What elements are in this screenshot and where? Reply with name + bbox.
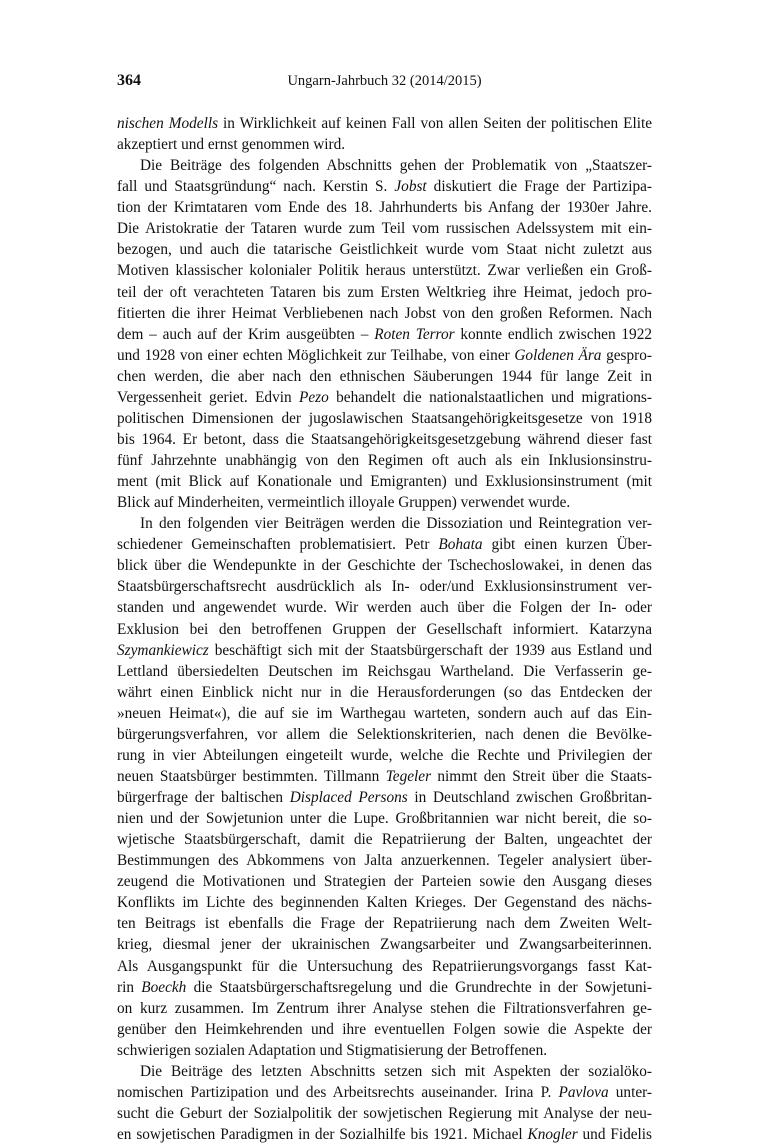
text-line — [117, 282, 652, 303]
text-run: politischen Dimensionen der jugoslawischen Staatsangehörigkeitsgesetze von 1918 — [117, 409, 652, 427]
text-line — [117, 998, 652, 1019]
text-line — [117, 324, 652, 345]
text-line — [117, 534, 652, 555]
text-line — [117, 829, 652, 850]
text-run: Konflikts im Lichte des beginnenden Kalten Krieges. Der Gegenstand des nächs- — [117, 894, 652, 912]
text-run: Motiven klassischer kolonialer Politik heraus unterstützt. Zwar verließen ein Groß- — [117, 262, 652, 280]
text-line — [117, 429, 652, 450]
text-run: »neuen Heimat«), die auf sie im Warthegau warteten, sondern auch auf das Ein- — [117, 704, 652, 722]
text-run: nomischen Partizipation und des Arbeitsrechts auseinander. Irina P. — [117, 1083, 559, 1101]
text-run: Vergessenheit geriet. Edvin — [117, 388, 300, 406]
text-run: nimmt den Streit über die Staats- — [431, 767, 652, 785]
text-run: schwierigen sozialen Adaptation und Stigmatisierung der Betroffenen. — [117, 1041, 548, 1059]
text-line — [117, 155, 652, 176]
text-line — [117, 892, 652, 913]
text-line — [117, 450, 652, 471]
text-line — [117, 640, 652, 661]
text-line — [117, 239, 652, 260]
text-line — [117, 661, 652, 682]
text-run: Die Aristokratie der Tataren wurde zum Teil vom russischen Adelssystem mit ein- — [117, 220, 652, 238]
text-run: gibt einen kurzen Über- — [482, 536, 652, 554]
text-run: sucht die Geburt der Sozialpolitik der sowjetischen Regierung mit Analyse der neu- — [117, 1104, 652, 1122]
text-line — [117, 597, 652, 618]
text-line — [117, 345, 652, 366]
italic-name: Bohata — [438, 536, 483, 554]
text-line — [117, 197, 652, 218]
italic-name: Goldenen Ära — [514, 346, 602, 364]
text-run: on kurz zusammen. Im Zentrum ihrer Analyse stehen die Filtrationsverfahren ge- — [117, 999, 652, 1017]
italic-name: Boeckh — [141, 978, 187, 996]
text-run: standen und angewendet wurde. Wir werden auch über die Folgen der In- oder — [117, 599, 652, 617]
text-line — [117, 303, 652, 324]
text-run: bürgerfrage der baltischen — [117, 789, 290, 806]
italic-name: nischen Modells — [117, 115, 219, 132]
italic-name: Roten Terror — [374, 325, 455, 343]
text-line — [117, 934, 652, 955]
text-run: Blick auf Minderheiten, vermeintlich illoyale Gruppen) verwendet wurde. — [117, 494, 571, 512]
page-number: 364 — [117, 72, 141, 89]
text-line — [117, 176, 652, 197]
text-run: währt einen Einblick nicht nur in die Herausforderungen (so das Entdecken der — [117, 683, 652, 701]
text-run: In den folgenden vier Beiträgen werden die Dissoziation und Reintegration ver- — [140, 515, 652, 533]
text-line — [117, 871, 652, 892]
text-run: bis 1964. Er betont, dass die Staatsangehörigkeitsgesetzgebung während dieser fast — [117, 430, 652, 448]
text-run: gespro- — [601, 346, 652, 364]
text-run: tion der Krimtataren vom Ende des 18. Jahrhunderts bis Anfang der 1930er Jahre. — [117, 199, 652, 217]
text-line — [117, 471, 652, 492]
text-run: Lettland übersiedelten Deutschen im Reichsgau Wartheland. Die Verfasserin ge- — [117, 662, 652, 680]
italic-name: Jobst — [394, 178, 427, 196]
text-run: en sowjetischen Paradigmen in der Sozialhilfe bis 1921. Michael — [117, 1126, 528, 1143]
text-run: Staatsbürgerschaftsrecht ausdrücklich als In- oder/und Exklusionsinstrument ver- — [117, 578, 652, 596]
italic-name: Pavlova — [558, 1083, 609, 1101]
text-run: in Wirklichkeit auf keinen Fall von allen Seiten der politischen Elite — [218, 115, 652, 132]
text-run: Die Beiträge des folgenden Abschnitts gehen der Problematik von „Staatszer- — [140, 157, 652, 175]
text-run: krieg, diesmal jener der ukrainischen Zwangsarbeiter und Zwangsarbeiterinnen. — [117, 936, 652, 954]
text-line — [117, 1103, 652, 1124]
text-run: chen werden, die aber nach den ethnischen Säuberungen 1944 für lange Zeit in — [117, 367, 652, 385]
text-line — [117, 492, 652, 513]
text-line — [117, 766, 652, 787]
text-line — [117, 1040, 652, 1061]
text-line — [117, 703, 652, 724]
text-run: Als Ausgangspunkt für die Untersuchung des Repatriierungsvorgangs fasst Kat- — [117, 957, 652, 975]
text-run: nien und der Sowjetunion unter die Lupe. Großbritannien war nicht bereit, die so- — [117, 810, 652, 828]
body-text — [117, 113, 652, 1145]
italic-name: Displaced Persons — [289, 789, 408, 806]
text-line — [117, 1019, 652, 1040]
text-run: beschäftigt sich mit der Staatsbürgerschaft der 1939 aus Estland und — [208, 641, 652, 659]
page-header — [117, 72, 652, 94]
text-line — [117, 682, 652, 703]
text-line — [117, 113, 652, 134]
text-run: rin — [117, 978, 142, 996]
text-line — [117, 745, 652, 766]
text-run: diskutiert die Frage der Partizipa- — [426, 178, 652, 196]
text-run: fall und Staatsgründung“ nach. Kerstin S. — [117, 178, 395, 196]
text-line — [117, 408, 652, 429]
text-run: fitierten die ihrer Heimat Verbliebenen nach Jobst von den großen Reformen. Nach — [117, 304, 652, 322]
text-line — [117, 366, 652, 387]
text-run: dem – auch auf der Krim ausgeübten – — [117, 325, 375, 343]
italic-name: Pezo — [299, 388, 329, 406]
text-run: wjetische Staatsbürgerschaft, damit die Repatriierung der Balten, ungeachtet der — [117, 831, 652, 849]
text-run: blick über die Wendepunkte in der Geschichte der Tschechoslowakei, in denen das — [117, 557, 652, 575]
text-line — [117, 850, 652, 871]
text-run: schiedener Gemeinschaften problematisiert. Petr — [117, 536, 439, 554]
text-line — [117, 1124, 652, 1145]
text-run: und Fidelis — [577, 1126, 652, 1143]
text-run: fünf Jahrzehnte unabhängig von den Regimen oft auch als ein Inklusionsinstru- — [117, 452, 652, 469]
text-line — [117, 513, 652, 534]
italic-name: Tegeler — [385, 767, 432, 785]
text-line — [117, 619, 652, 640]
text-line — [117, 260, 652, 281]
text-run: neuen Staatsbürger bestimmten. Tillmann — [117, 767, 386, 785]
text-run: bürgerungsverfahren, vor allem die Selektionskriterien, nach denen die Bevölke- — [117, 725, 652, 743]
text-run: Die Beiträge des letzten Abschnitts setzen sich mit Aspekten der sozialöko- — [140, 1062, 652, 1080]
text-line — [117, 787, 652, 808]
text-run: ment (mit Blick auf Konationale und Emigranten) und Exklusionsinstrument (mit — [117, 473, 652, 491]
text-run: unter- — [608, 1083, 652, 1101]
text-line — [117, 724, 652, 745]
text-line — [117, 977, 652, 998]
text-run: Bestimmungen des Abkommens von Jalta anzuerkennen. Tegeler analysiert über- — [117, 852, 652, 870]
text-run: konnte endlich zwischen 1922 — [454, 325, 652, 343]
text-line — [117, 218, 652, 239]
text-line — [117, 134, 652, 155]
text-line — [117, 913, 652, 934]
text-run: die Staatsbürgerschaftsregelung und die Grundrechte in der Sowjetuni- — [186, 978, 652, 996]
text-run: in Deutschland zwischen Großbritan- — [407, 789, 652, 806]
text-line — [117, 387, 652, 408]
text-line — [117, 555, 652, 576]
text-line — [117, 576, 652, 597]
text-run: und 1928 von einer echten Möglichkeit zur Teilhabe, von einer — [117, 346, 515, 364]
text-run: zeugend die Motivationen und Strategien der Parteien sowie den Ausgang dieses — [117, 873, 652, 891]
text-line — [117, 1082, 652, 1103]
text-run: genüber den Heimkehrenden und ihre eventuellen Folgen sowie die Aspekte der — [117, 1020, 652, 1038]
text-run: bezogen, und auch die tatarische Geistlichkeit wurde vom Staat nicht zuletzt aus — [117, 241, 652, 259]
text-run: ten Beitrags ist ebenfalls die Frage der Repatriierung nach dem Zweiten Welt- — [117, 915, 652, 933]
running-title: Ungarn-Jahrbuch 32 (2014/2015) — [287, 73, 482, 89]
text-line — [117, 808, 652, 829]
text-line — [117, 956, 652, 977]
text-run: Exklusion bei den betroffenen Gruppen der Gesellschaft informiert. Katarzyna — [117, 620, 652, 638]
text-run: teil der oft verachteten Tataren bis zum Ersten Weltkrieg ihre Heimat, jedoch pro- — [117, 283, 652, 301]
italic-name: Knogler — [527, 1126, 578, 1143]
italic-name: Szymankiewicz — [117, 641, 209, 659]
text-run: behandelt die nationalstaatlichen und migrations- — [328, 388, 652, 406]
text-run: akzeptiert und ernst genommen wird. — [117, 136, 346, 154]
text-run: rung in vier Abteilungen eingeteilt wurde, welche die Rechte und Privilegien der — [117, 746, 652, 764]
text-line — [117, 1061, 652, 1082]
